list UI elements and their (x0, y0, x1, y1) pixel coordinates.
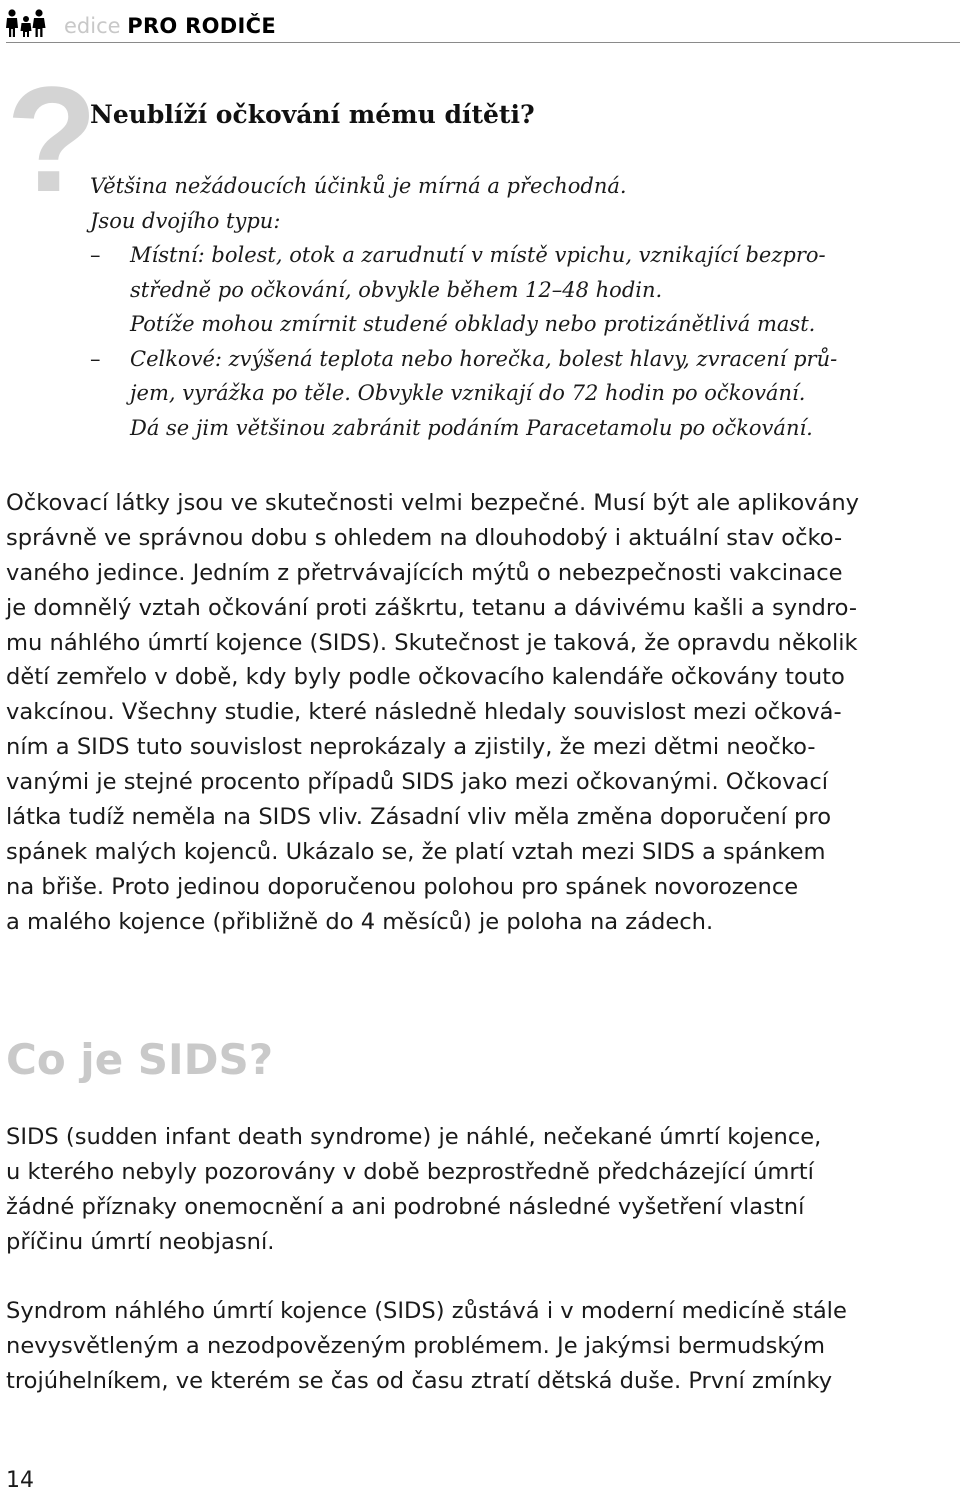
header-edice: edice (64, 14, 121, 38)
list-item-text: Celkové: zvýšená teplota nebo horečka, bolest hlavy, zvracení prů- (130, 346, 838, 371)
list-item-line (90, 342, 940, 377)
paragraph-line: vanými je stejné procento případů SIDS jako mezi očkovanými. Očkovací (6, 769, 829, 796)
paragraph-line: Očkovací látky jsou ve skutečnosti velmi bezpečné. Musí být ale aplikovány (6, 490, 860, 516)
paragraph-line: látka tudíž neměla na SIDS vliv. Zásadní vliv měla změna doporučení pro (6, 804, 832, 831)
header-title (64, 12, 276, 40)
list-item-line: jem, vyrážka po těle. Obvykle vznikají do 72 hodin po očkování. (130, 381, 806, 405)
paragraph-line: nevysvětleným a nezodpovězeným problémem. Je jakýmsi bermudským (6, 1332, 826, 1359)
list-item-line: Dá se jim většinou zabránit podáním Paracetamolu po očkování. (130, 415, 813, 440)
paragraph-line: Syndrom náhlého úmrtí kojence (SIDS) zůstává i v moderní medicíně stále (6, 1298, 847, 1324)
header-divider (6, 42, 960, 43)
section-heading: Co je SIDS? (6, 1035, 274, 1084)
list-item (90, 342, 940, 446)
paragraph-line: vaného jedince. Jedním z přetrvávajících mýtů o nebezpečnosti vakcinace (6, 559, 843, 586)
paragraph-line: žádné příznaky onemocnění a ani podrobné následné vyšetření vlastní (6, 1193, 805, 1220)
paragraph-vaccine-safety (6, 486, 956, 940)
page-number: 14 (6, 1468, 34, 1493)
list-item-line: středně po očkování, obvykle během 12–48 hodin. (130, 277, 663, 302)
paragraph-sids-mystery (6, 1294, 956, 1399)
paragraph-line: a malého kojence (přibližně do 4 měsíců) je poloha na zádech. (6, 908, 714, 935)
paragraph-line: dětí zemřelo v době, kdy byly podle očkovacího kalendáře očkovány touto (6, 664, 845, 691)
answer-line: Jsou dvojího typu: (90, 208, 281, 233)
list-item-text: Místní: bolest, otok a zarudnutí v místě vpichu, vznikající bezpro- (130, 243, 826, 267)
dash-bullet: – (90, 243, 101, 267)
header-series: PRO RODIČE (127, 14, 276, 38)
paragraph-line: vakcínou. Všechny studie, které následně hledaly souvislost mezi očková- (6, 699, 842, 726)
paragraph-line: trojúhelníkem, ve kterém se čas od času ztratí dětská duše. První zmínky (6, 1367, 833, 1394)
list-item (90, 238, 940, 342)
answer-line: Většina nežádoucích účinků je mírná a přechodná. (90, 174, 627, 198)
paragraph-line: SIDS (sudden infant death syndrome) je náhlé, nečekané úmrtí kojence, (6, 1124, 822, 1150)
page-header (6, 8, 960, 42)
dash-bullet: – (90, 346, 101, 371)
paragraph-line: příčinu úmrtí neobjasní. (6, 1228, 275, 1255)
paragraph-line: je domnělý vztah očkování proti záškrtu, tetanu a dávivému kašli a syndro- (6, 594, 858, 621)
paragraph-line: u kterého nebyly pozorovány v době bezprostředně předcházející úmrtí (6, 1158, 814, 1185)
question-title: Neublíží očkování mému dítěti? (90, 100, 535, 129)
family-figures-icon (6, 8, 46, 38)
paragraph-line: spánek malých kojenců. Ukázalo se, že platí vztah mezi SIDS a spánkem (6, 838, 826, 865)
list-item-line (90, 238, 940, 273)
paragraph-line: ním a SIDS tuto souvislost neprokázaly a zjistily, že mezi dětmi neočko- (6, 734, 816, 761)
paragraph-line: mu náhlého úmrtí kojence (SIDS). Skutečnost je taková, že opravdu několik (6, 629, 858, 656)
question-answer (90, 169, 940, 445)
paragraph-line: na břiše. Proto jedinou doporučenou polohou pro spánek novorozence (6, 873, 799, 900)
paragraph-line: správně ve správnou dobu s ohledem na dlouhodobý i aktuální stav očko- (6, 524, 843, 551)
question-mark-icon: ? (6, 55, 98, 223)
paragraph-sids-definition (6, 1120, 956, 1260)
list-item-line: Potíže mohou zmírnit studené obklady nebo protizánětlivá mast. (130, 312, 816, 336)
